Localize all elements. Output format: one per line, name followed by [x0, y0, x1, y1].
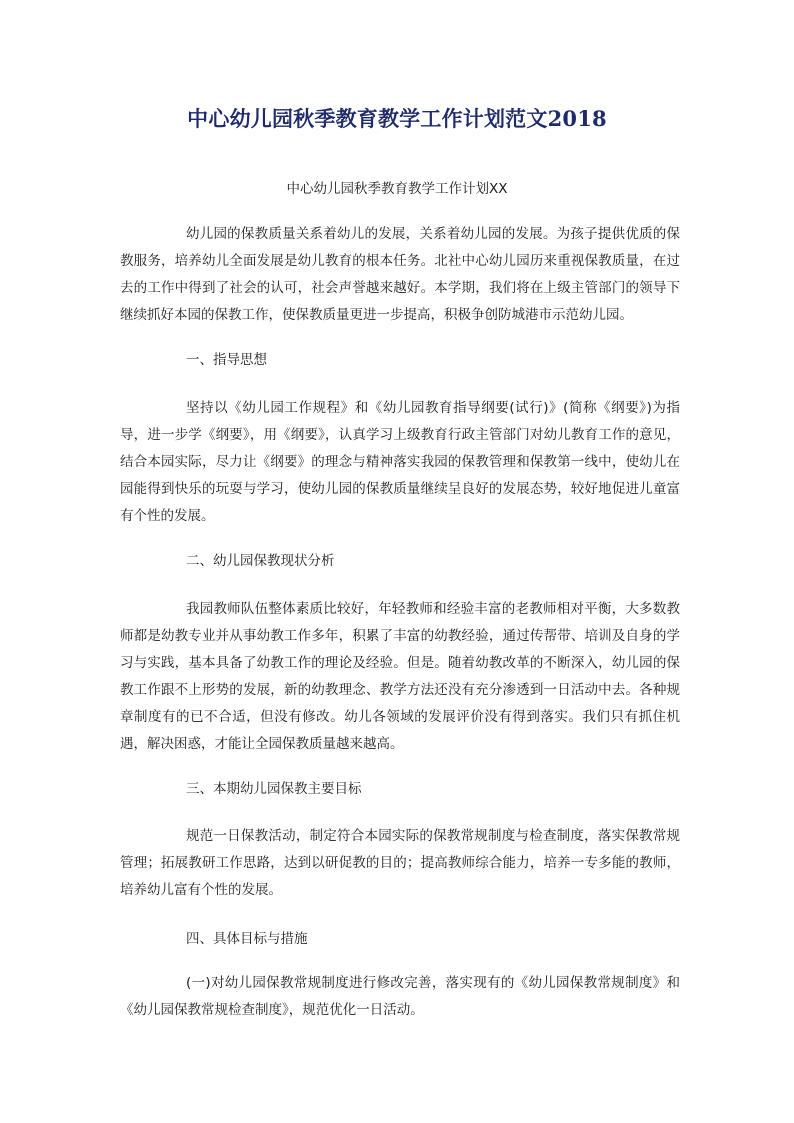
section-block-1 [120, 395, 680, 530]
section-block-3 [120, 823, 680, 904]
section-paragraph-1: 坚持以《幼儿园工作规程》和《幼儿园教育指导纲要(试行)》(简称《纲要》)为指导，进一步学《纲要》，用《纲要》，认真学习上级教育行政主管部门对幼儿教育工作的意见，结合本园实际，尽力让《纲要》的理念与精神落实我园的保教管理和保教第一线中，使幼儿在园能得到快乐的玩耍与学习，使幼儿园的保教质量继续呈良好的发展态势，较好地促进儿童富有个性的发展。 [120, 400, 680, 524]
section-paragraph-3: 规范一日保教活动，制定符合本园实际的保教常规制度与检查制度，落实保教常规管理；拓展教研工作思路，达到以研促教的目的；提高教师综合能力，培养一专多能的教师，培养幼儿富有个性的发展。 [120, 828, 680, 898]
document-title: 中心幼儿园秋季教育教学工作计划范文2018 [187, 106, 607, 131]
section-heading-2: 二、幼儿园保教现状分析 [186, 553, 335, 569]
section-paragraph-4: (一)对幼儿园保教常规制度进行修改完善，落实现有的《幼儿园保教常规制度》和《幼儿园保教常规检查制度》，规范优化一日活动。 [120, 975, 680, 1018]
section-heading-4: 四、具体目标与措施 [186, 931, 308, 947]
section-block-2 [120, 596, 680, 758]
intro-block [120, 221, 680, 329]
section-heading-1: 一、指导思想 [186, 352, 267, 368]
section-paragraph-2: 我园教师队伍整体素质比较好，年轻教师和经验丰富的老教师相对平衡，大多数教师都是幼教专业并从事幼教工作多年，积累了丰富的幼教经验，通过传帮带、培训及自身的学习与实践，基本具备了幼教工作的理论及经验。但是。随着幼教改革的不断深入，幼儿园的保教工作跟不上形势的发展，新的幼教理念、教学方法还没有充分渗透到一日活动中去。各种规章制度有的已不合适，但没有修改。幼儿各领域的发展评价没有得到落实。我们只有抓住机遇，解决困惑，才能让全园保教质量越来越高。 [120, 601, 680, 752]
section-block-4 [120, 970, 680, 1024]
section-heading-3: 三、本期幼儿园保教主要目标 [186, 781, 362, 797]
document-subtitle: 中心幼儿园秋季教育教学工作计划XX [286, 181, 508, 197]
intro-paragraph: 幼儿园的保教质量关系着幼儿的发展，关系着幼儿园的发展。为孩子提供优质的保教服务，培养幼儿全面发展是幼儿教育的根本任务。北社中心幼儿园历来重视保教质量，在过去的工作中得到了社会的认可，社会声誉越来越好。本学期，我们将在上级主管部门的领导下继续抓好本园的保教工作，使保教质量更进一步提高，积极争创防城港市示范幼儿园。 [120, 226, 680, 323]
